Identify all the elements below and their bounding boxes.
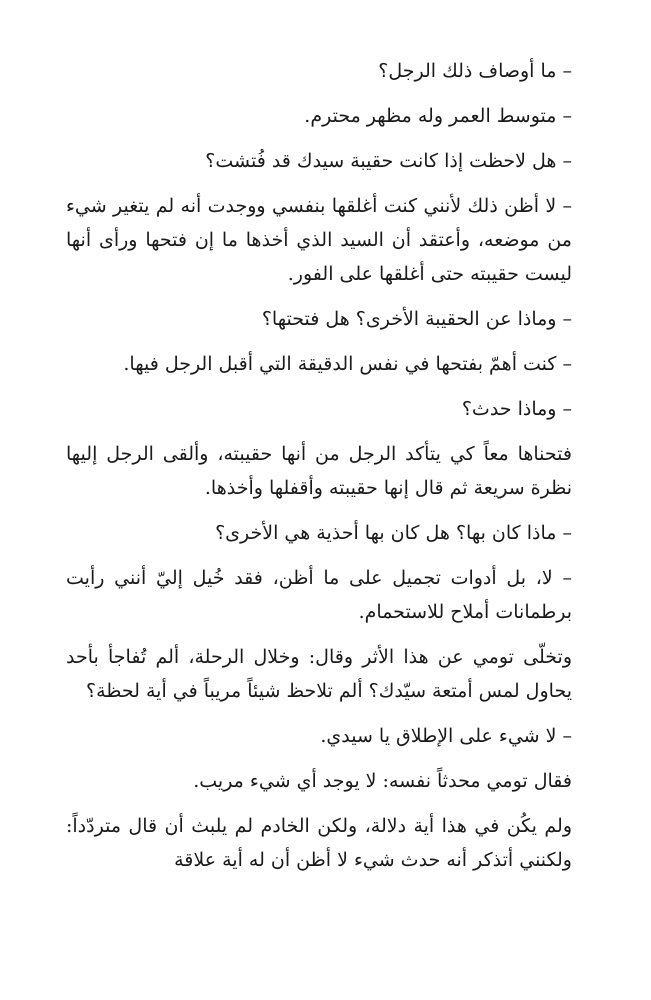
book-page [66, 54, 594, 888]
dialogue-line: – هل لاحظت إذا كانت حقيبة سيدك قد فُتشت؟ [205, 150, 572, 172]
narrative-paragraph: ولم يكُن في هذا أية دلالة، ولكن الخادم لم يلبث أن قال متردّداً: ولكنني أتذكر أنه حدث شيء لا أظن أن له أية علاقة [66, 815, 572, 871]
dialogue-line: – لا، بل أدوات تجميل على ما أظن، فقد خُيل إليّ أنني رأيت برطمانات أملاح للاستحمام. [66, 567, 572, 623]
dialogue-line: – كنت أهمّ بفتحها في نفس الدقيقة التي أقبل الرجل فيها. [123, 353, 572, 375]
dialogue-line: – لا أظن ذلك لأنني كنت أغلقها بنفسي ووجدت أنه لم يتغير شيء من موضعه، وأعتقد أن السيد الذي أخذها ما إن فتحها ورأى أنها ليست حقيبته حتى أغلقها على الفور. [66, 195, 572, 285]
dialogue-line: – وماذا عن الحقيبة الأخرى؟ هل فتحتها؟ [261, 308, 572, 330]
narrative-paragraph: فقال تومي محدثاً نفسه: لا يوجد أي شيء مريب. [193, 770, 572, 792]
narrative-paragraph: وتخلّى تومي عن هذا الأثر وقال: وخلال الرحلة، ألم تُفاجأ بأحد يحاول لمس أمتعة سيّدك؟ ألم تلاحظ شيئاً مريباً في أية لحظة؟ [66, 646, 572, 702]
dialogue-line: – متوسط العمر وله مظهر محترم. [304, 105, 572, 127]
dialogue-line: – لا شيء على الإطلاق يا سيدي. [320, 725, 572, 747]
dialogue-line: – ماذا كان بها؟ هل كان بها أحذية هي الأخرى؟ [215, 522, 572, 544]
dialogue-line: – وماذا حدث؟ [461, 398, 572, 420]
dialogue-line: – ما أوصاف ذلك الرجل؟ [378, 60, 572, 82]
narrative-paragraph: فتحناها معاً كي يتأكد الرجل من أنها حقيبته، وألقى الرجل إليها نظرة سريعة ثم قال إنها حقيبته وأقفلها وأخذها. [66, 443, 572, 499]
